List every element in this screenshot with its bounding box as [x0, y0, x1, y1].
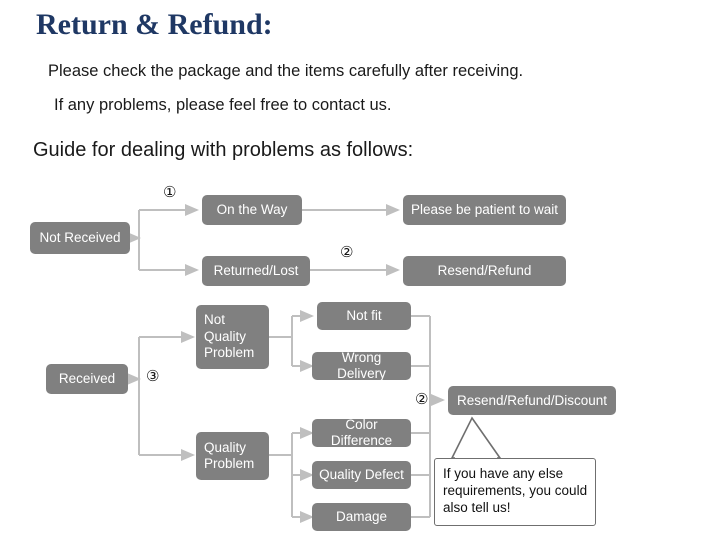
callout-note: [434, 458, 596, 526]
node-quality-problem[interactable]: Quality Problem: [196, 432, 269, 480]
node-not-received[interactable]: Not Received: [30, 222, 130, 254]
page-title: Return & Refund:: [36, 8, 273, 41]
callout-line-1: If you have any else: [443, 466, 564, 481]
node-quality-defect[interactable]: Quality Defect: [312, 461, 411, 489]
node-not-fit[interactable]: Not fit: [317, 302, 411, 330]
node-returned-lost[interactable]: Returned/Lost: [202, 256, 310, 286]
node-damage[interactable]: Damage: [312, 503, 411, 531]
marker-two-top: ②: [340, 243, 354, 261]
intro-line-2: If any problems, please feel free to contact us.: [54, 96, 392, 114]
marker-two-bottom: ②: [415, 390, 429, 408]
callout-line-3: also tell us!: [443, 500, 511, 515]
node-not-quality-problem[interactable]: Not Quality Problem: [196, 305, 269, 369]
node-on-the-way[interactable]: On the Way: [202, 195, 302, 225]
node-color-difference[interactable]: Color Difference: [312, 419, 411, 447]
marker-one: ①: [163, 183, 177, 201]
guide-heading: Guide for dealing with problems as follows:: [33, 139, 414, 161]
callout-line-2: requirements, you could: [443, 483, 588, 498]
node-wrong-delivery[interactable]: Wrong Delivery: [312, 352, 411, 380]
node-resend-refund-discount[interactable]: Resend/Refund/Discount: [448, 386, 616, 415]
node-received[interactable]: Received: [46, 364, 128, 394]
marker-three: ③: [146, 367, 160, 385]
node-resend-refund[interactable]: Resend/Refund: [403, 256, 566, 286]
intro-line-1: Please check the package and the items carefully after receiving.: [48, 62, 524, 80]
node-please-be-patient-to-wait[interactable]: Please be patient to wait: [403, 195, 566, 225]
